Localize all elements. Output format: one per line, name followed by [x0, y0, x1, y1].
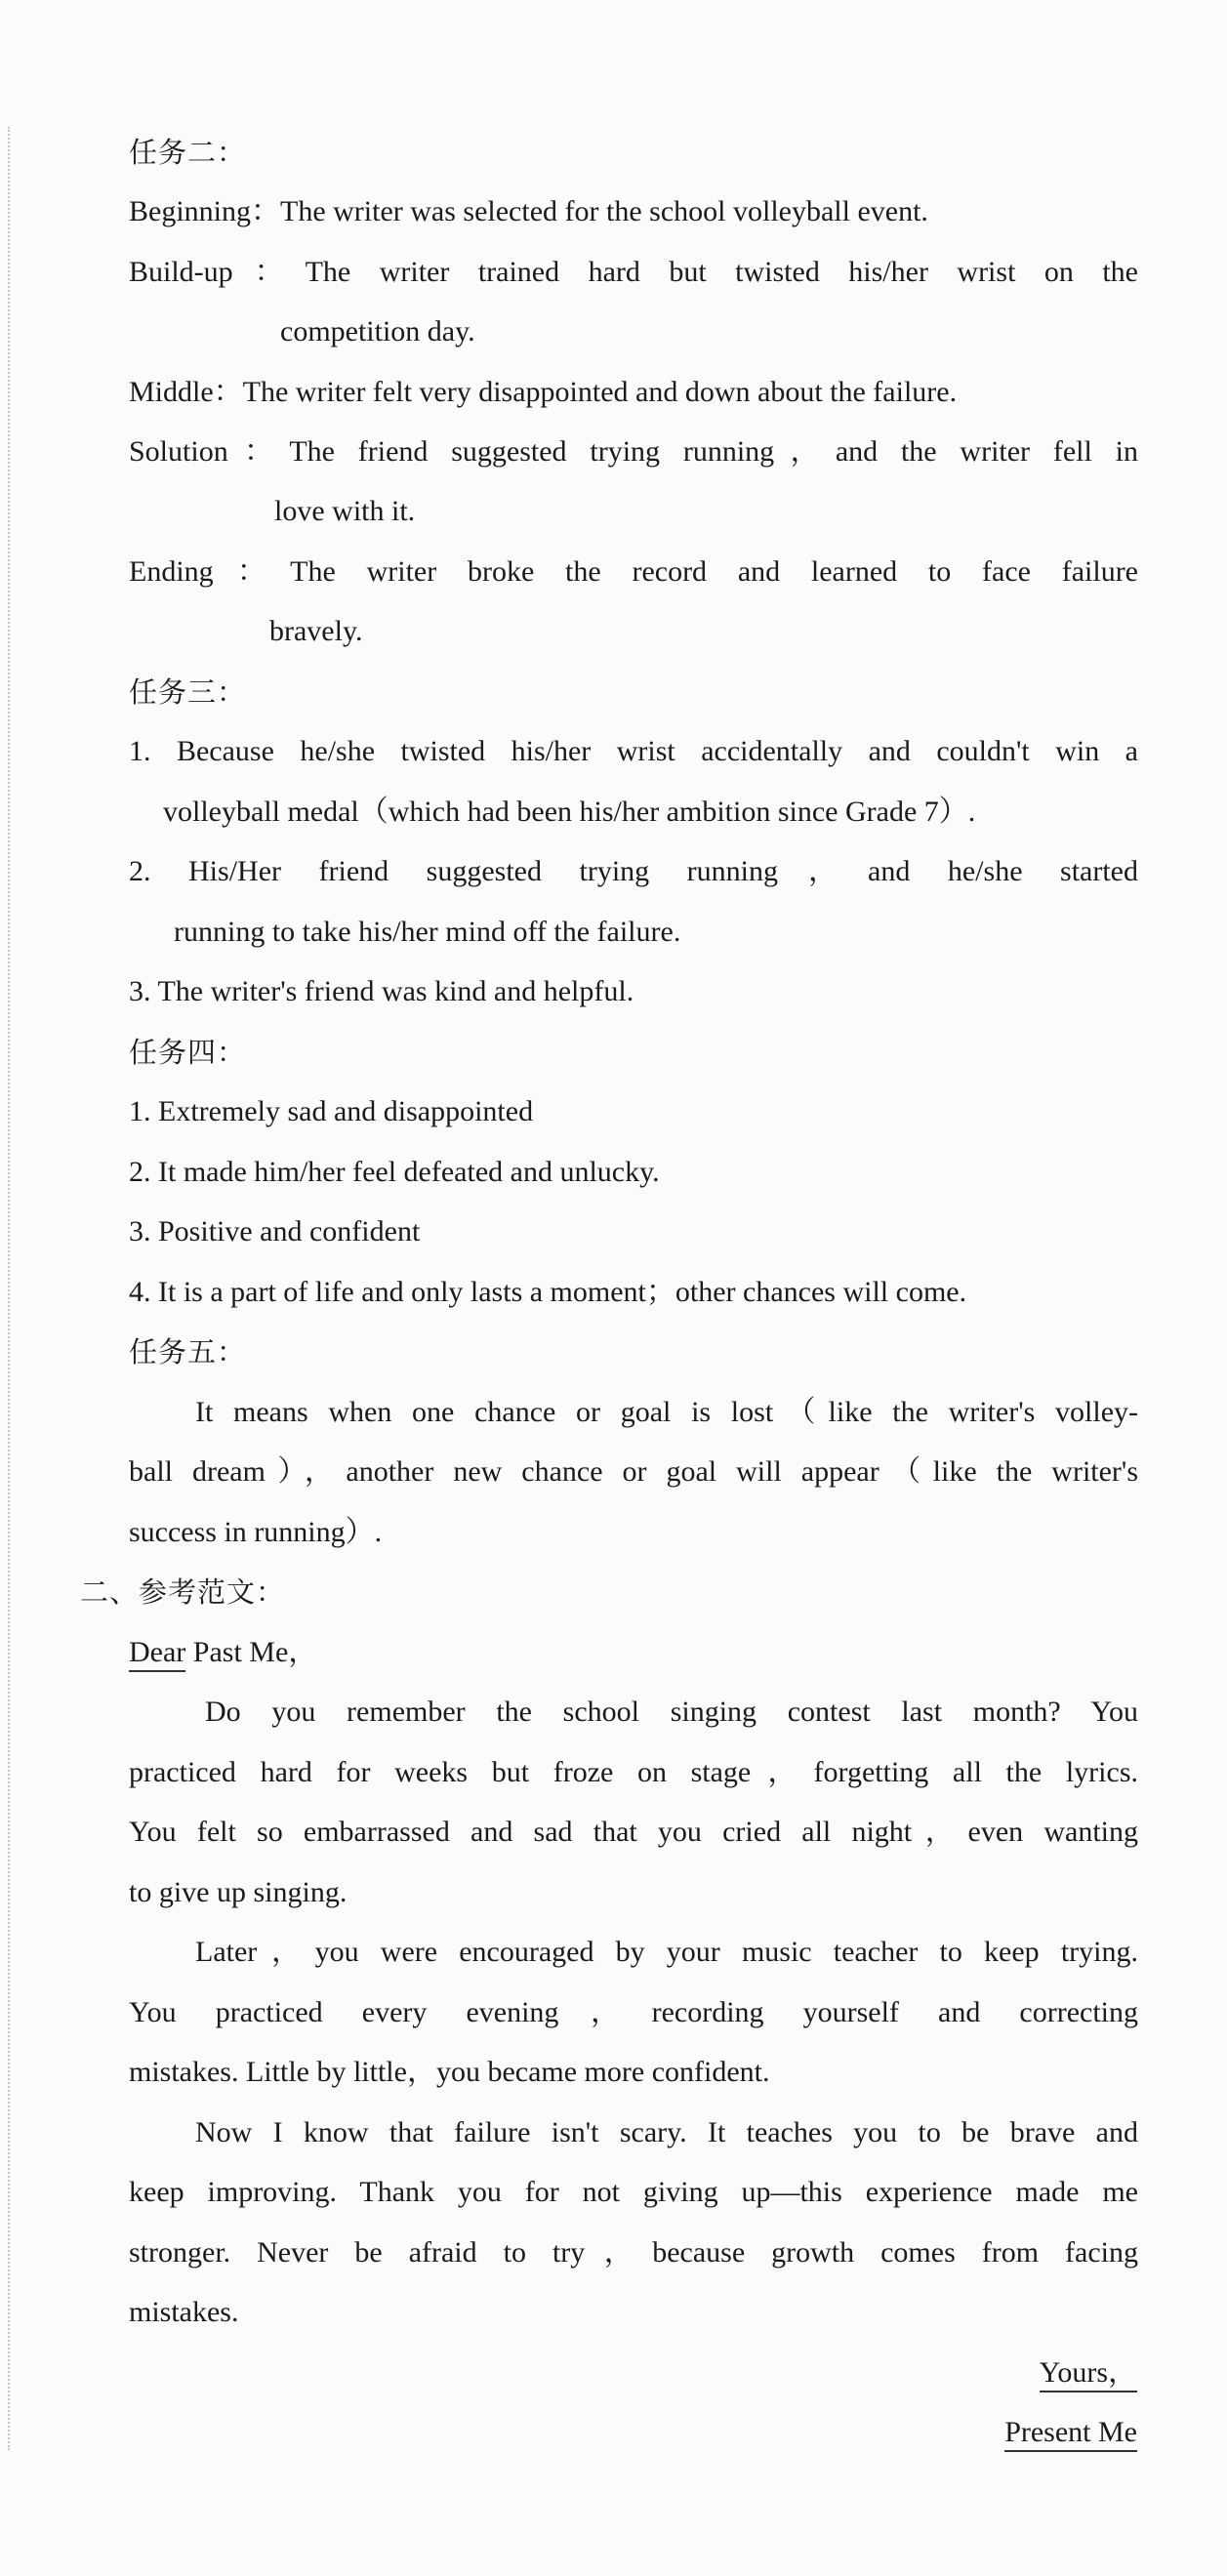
- task3-answer2-line1: 2. His/Her friend suggested trying running，and he/she started: [129, 855, 1138, 887]
- essay-p3-line2: keep improving. Thank you for not giving up—this experience made me: [129, 2176, 1138, 2208]
- task4-answer2: 2. It made him/her feel defeated and unlucky.: [129, 1156, 660, 1188]
- task2-ending-line1: Ending：The writer broke the record and learned to face failure: [129, 555, 1138, 588]
- essay-p2-line1: Later，you were encouraged by your music teacher to keep trying.: [195, 1936, 1138, 1968]
- task5-para-line2: ball dream），another new chance or goal will appear（like the writer's: [129, 1455, 1138, 1488]
- task2-solution-line1: Solution：The friend suggested trying running，and the writer fell in: [129, 435, 1138, 468]
- essay-p3-line3: stronger. Never be afraid to try，because growth comes from facing: [129, 2236, 1138, 2269]
- task2-buildup-line1: Build-up：The writer trained hard but twisted his/her wrist on the: [129, 256, 1138, 288]
- essay-p2-line3: mistakes. Little by little，you became more confident.: [129, 2056, 770, 2088]
- task3-answer2-line2: running to take his/her mind off the failure.: [174, 916, 681, 948]
- task5-heading: 任务五：: [129, 1335, 247, 1369]
- task3-answer1-line1: 1. Because he/she twisted his/her wrist accidentally and couldn't win a: [129, 735, 1138, 767]
- task2-ending-line2: bravely.: [269, 615, 363, 647]
- letter-greeting: [129, 1633, 317, 1672]
- task4-heading: 任务四：: [129, 1036, 247, 1069]
- essay-p3-line1: Now I know that failure isn't scary. It teaches you to be brave and: [195, 2116, 1138, 2148]
- task4-answer1: 1. Extremely sad and disappointed: [129, 1095, 534, 1127]
- task3-answer3: 3. The writer's friend was kind and helpful.: [129, 975, 634, 1007]
- closing-text: Yours，: [1040, 2356, 1137, 2392]
- task3-heading: 任务三：: [129, 675, 247, 709]
- essay-p2-line2: You practiced every evening，recording yourself and correcting: [129, 1996, 1138, 2028]
- letter-signature: [1004, 2413, 1137, 2452]
- task3-answer1-line2: volleyball medal（which had been his/her ambition since Grade 7）.: [163, 796, 976, 828]
- essay-p1-line4: to give up singing.: [129, 1876, 348, 1908]
- essay-section-heading: 二、参考范文：: [80, 1575, 286, 1609]
- essay-p1-line1: Do you remember the school singing contest last month? You: [205, 1696, 1138, 1728]
- task2-heading: 任务二：: [129, 136, 247, 169]
- task5-para-line3: success in running）.: [129, 1516, 383, 1548]
- letter-closing: [1040, 2353, 1137, 2392]
- task4-answer4: 4. It is a part of life and only lasts a moment；other chances will come.: [129, 1276, 967, 1308]
- greeting-name: Past Me，: [185, 1636, 318, 1668]
- task5-para-line1: It means when one chance or goal is lost（like the writer's volley-: [195, 1396, 1138, 1428]
- signature-text: Present Me: [1004, 2416, 1137, 2452]
- essay-p1-line3: You felt so embarrassed and sad that you cried all night，even wanting: [129, 1816, 1138, 1848]
- task2-beginning: Beginning：The writer was selected for the school volleyball event.: [129, 195, 928, 227]
- essay-p1-line2: practiced hard for weeks but froze on stage，forgetting all the lyrics.: [129, 1756, 1138, 1788]
- greeting-dear: Dear: [129, 1636, 185, 1672]
- task2-solution-line2: love with it.: [274, 495, 416, 527]
- task2-buildup-line2: competition day.: [280, 315, 475, 348]
- essay-p3-line4: mistakes.: [129, 2296, 239, 2328]
- task4-answer3: 3. Positive and confident: [129, 1215, 421, 1247]
- task2-middle: Middle：The writer felt very disappointed and down about the failure.: [129, 376, 958, 408]
